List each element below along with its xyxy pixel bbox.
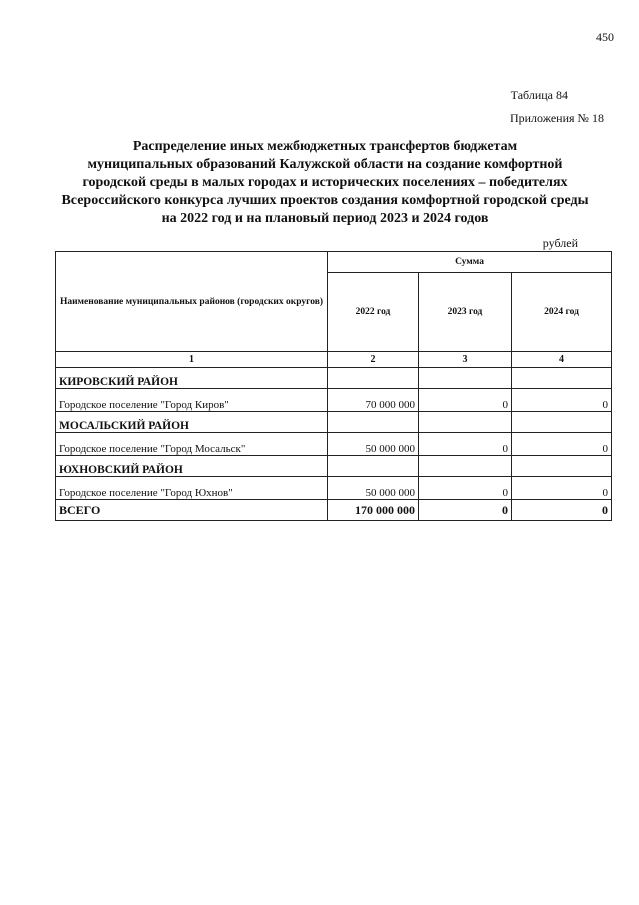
column-number: 1 <box>56 352 328 368</box>
header-row-top <box>56 252 612 273</box>
district-row <box>56 412 612 433</box>
total-2024: 0 <box>512 500 612 521</box>
transfers-table <box>55 251 612 521</box>
amount-2023: 0 <box>419 433 512 456</box>
settlement-name: Городское поселение "Город Юхнов" <box>56 477 328 500</box>
district-row <box>56 368 612 389</box>
header-year-2024: 2024 год <box>512 273 612 352</box>
header-year-2022: 2022 год <box>328 273 419 352</box>
amount-2022: 50 000 000 <box>328 477 419 500</box>
column-number: 2 <box>328 352 419 368</box>
header-sum-group: Сумма <box>328 252 612 273</box>
table-row <box>56 433 612 456</box>
units-label: рублей <box>542 236 578 250</box>
district-name: ЮХНОВСКИЙ РАЙОН <box>56 456 328 477</box>
column-number: 3 <box>419 352 512 368</box>
appendix-label: Приложения № 18 <box>509 111 604 125</box>
header-name-column: Наименование муниципальных районов (городских округов) <box>56 252 328 352</box>
page-number: 450 <box>596 30 614 44</box>
amount-2022: 50 000 000 <box>328 433 419 456</box>
district-name: КИРОВСКИЙ РАЙОН <box>56 368 328 389</box>
column-number: 4 <box>512 352 612 368</box>
amount-2022: 70 000 000 <box>328 389 419 412</box>
title-line: Всероссийского конкурса лучших проектов создания комфортной городской среды <box>61 193 589 208</box>
total-2022: 170 000 000 <box>328 500 419 521</box>
settlement-name: Городское поселение "Город Мосальск" <box>56 433 328 456</box>
document-title <box>40 138 610 228</box>
title-line: муниципальных образований Калужской области на создание комфортной <box>87 157 563 172</box>
total-label: ВСЕГО <box>56 500 328 521</box>
header-year-2023: 2023 год <box>419 273 512 352</box>
district-row <box>56 456 612 477</box>
amount-2024: 0 <box>512 477 612 500</box>
total-row <box>56 500 612 521</box>
amount-2024: 0 <box>512 433 612 456</box>
title-line: городской среды в малых городах и исторических поселениях – победителях <box>82 175 568 190</box>
amount-2023: 0 <box>419 389 512 412</box>
title-line: Распределение иных межбюджетных трансфертов бюджетам <box>132 139 518 154</box>
amount-2023: 0 <box>419 477 512 500</box>
settlement-name: Городское поселение "Город Киров" <box>56 389 328 412</box>
column-number-row <box>56 352 612 368</box>
district-name: МОСАЛЬСКИЙ РАЙОН <box>56 412 328 433</box>
table-row <box>56 477 612 500</box>
amount-2024: 0 <box>512 389 612 412</box>
table-number: Таблица 84 <box>510 88 568 102</box>
total-2023: 0 <box>419 500 512 521</box>
title-line: на 2022 год и на плановый период 2023 и 2024 годов <box>161 211 489 226</box>
table-row <box>56 389 612 412</box>
